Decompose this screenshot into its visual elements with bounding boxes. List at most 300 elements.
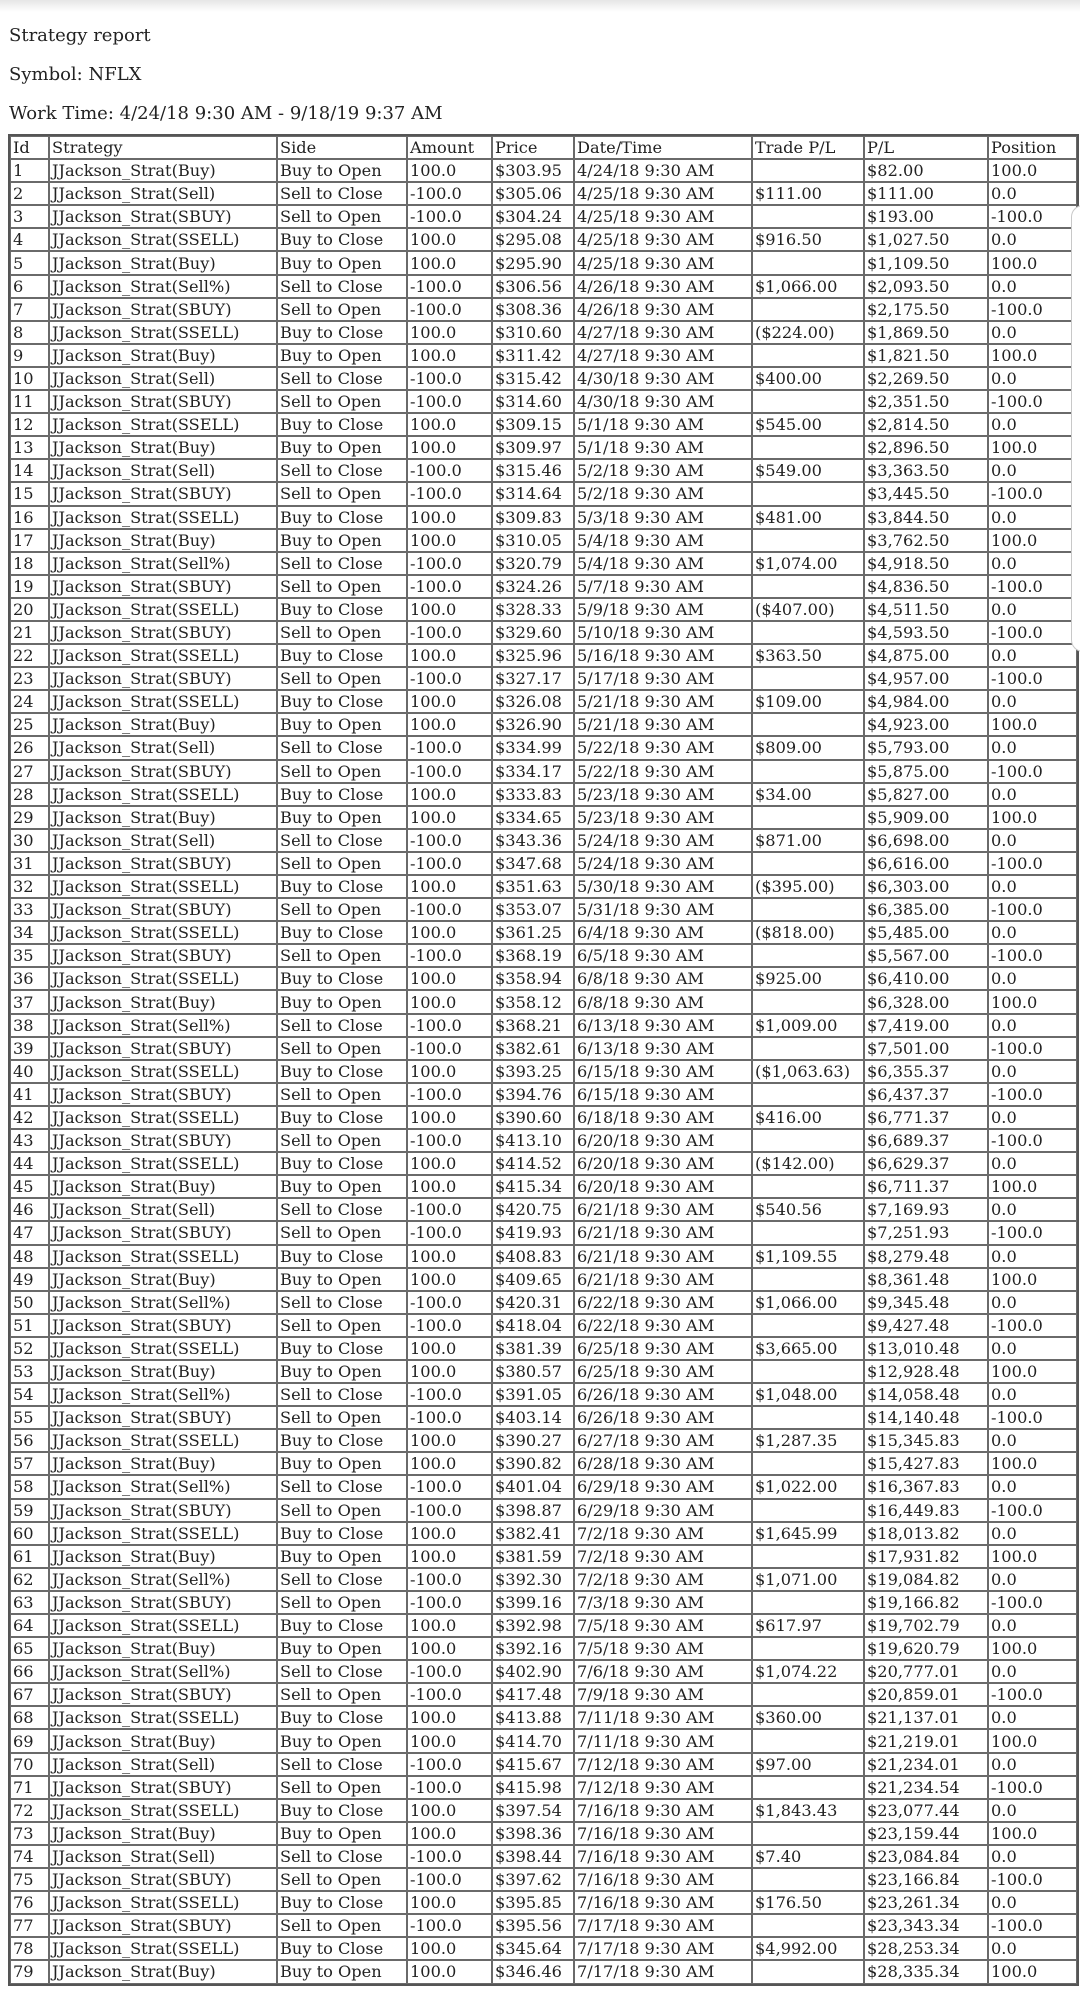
cell-position: 0.0	[988, 690, 1077, 713]
table-row	[10, 1868, 1077, 1891]
cell-datetime: 6/22/18 9:30 AM	[574, 1314, 752, 1337]
cell-datetime: 6/15/18 9:30 AM	[574, 1083, 752, 1106]
cell-price: $390.82	[492, 1452, 574, 1475]
cell-trade-pl	[752, 1037, 864, 1060]
cell-pl: $16,367.83	[864, 1475, 988, 1498]
cell-amount: 100.0	[407, 1360, 492, 1383]
cell-id: 60	[10, 1522, 49, 1545]
col-header-trade-pl: Trade P/L	[752, 136, 864, 159]
cell-id: 20	[10, 598, 49, 621]
cell-amount: -100.0	[407, 1406, 492, 1429]
cell-pl: $23,343.34	[864, 1914, 988, 1937]
cell-datetime: 6/4/18 9:30 AM	[574, 921, 752, 944]
cell-strategy: JJackson_Strat(SSELL)	[49, 875, 277, 898]
cell-amount: 100.0	[407, 1545, 492, 1568]
cell-side: Sell to Open	[277, 1037, 407, 1060]
cell-trade-pl: $1,645.99	[752, 1522, 864, 1545]
cell-pl: $12,928.48	[864, 1360, 988, 1383]
cell-strategy: JJackson_Strat(SBUY)	[49, 482, 277, 505]
cell-amount: -100.0	[407, 1314, 492, 1337]
cell-amount: 100.0	[407, 251, 492, 274]
cell-trade-pl: ($818.00)	[752, 921, 864, 944]
cell-price: $295.08	[492, 228, 574, 251]
cell-strategy: JJackson_Strat(SSELL)	[49, 1060, 277, 1083]
cell-pl: $3,762.50	[864, 529, 988, 552]
cell-pl: $4,511.50	[864, 598, 988, 621]
cell-datetime: 5/24/18 9:30 AM	[574, 852, 752, 875]
cell-id: 39	[10, 1037, 49, 1060]
cell-pl: $6,385.00	[864, 898, 988, 921]
table-row	[10, 944, 1077, 967]
cell-pl: $6,629.37	[864, 1152, 988, 1175]
cell-amount: -100.0	[407, 1383, 492, 1406]
cell-datetime: 5/24/18 9:30 AM	[574, 829, 752, 852]
cell-side: Sell to Close	[277, 1568, 407, 1591]
cell-strategy: JJackson_Strat(SSELL)	[49, 1106, 277, 1129]
cell-amount: 100.0	[407, 1614, 492, 1637]
table-row	[10, 1406, 1077, 1429]
cell-side: Sell to Close	[277, 1198, 407, 1221]
cell-amount: 100.0	[407, 159, 492, 182]
cell-datetime: 6/26/18 9:30 AM	[574, 1383, 752, 1406]
cell-strategy: JJackson_Strat(SSELL)	[49, 1799, 277, 1822]
cell-trade-pl	[752, 713, 864, 736]
cell-trade-pl: ($395.00)	[752, 875, 864, 898]
cell-datetime: 5/9/18 9:30 AM	[574, 598, 752, 621]
table-row	[10, 1268, 1077, 1291]
table-row	[10, 1499, 1077, 1522]
cell-id: 7	[10, 298, 49, 321]
cell-pl: $111.00	[864, 182, 988, 205]
cell-position: -100.0	[988, 1406, 1077, 1429]
cell-side: Sell to Open	[277, 1591, 407, 1614]
cell-price: $395.85	[492, 1891, 574, 1914]
cell-pl: $17,931.82	[864, 1545, 988, 1568]
cell-datetime: 5/21/18 9:30 AM	[574, 690, 752, 713]
col-header-position: Position	[988, 136, 1077, 159]
cell-datetime: 5/2/18 9:30 AM	[574, 482, 752, 505]
cell-strategy: JJackson_Strat(SSELL)	[49, 644, 277, 667]
cell-strategy: JJackson_Strat(SBUY)	[49, 667, 277, 690]
cell-pl: $7,169.93	[864, 1198, 988, 1221]
cell-position: 0.0	[988, 1383, 1077, 1406]
cell-id: 53	[10, 1360, 49, 1383]
cell-strategy: JJackson_Strat(Buy)	[49, 990, 277, 1013]
cell-price: $392.16	[492, 1637, 574, 1660]
cell-strategy: JJackson_Strat(Sell)	[49, 1753, 277, 1776]
cell-amount: -100.0	[407, 1014, 492, 1037]
cell-price: $368.21	[492, 1014, 574, 1037]
cell-trade-pl	[752, 621, 864, 644]
cell-pl: $16,449.83	[864, 1499, 988, 1522]
cell-trade-pl	[752, 575, 864, 598]
cell-id: 18	[10, 552, 49, 575]
cell-side: Sell to Open	[277, 1406, 407, 1429]
cell-position: -100.0	[988, 1129, 1077, 1152]
cell-amount: -100.0	[407, 1221, 492, 1244]
cell-price: $380.57	[492, 1360, 574, 1383]
cell-side: Sell to Open	[277, 205, 407, 228]
cell-strategy: JJackson_Strat(Buy)	[49, 1729, 277, 1752]
cell-amount: -100.0	[407, 182, 492, 205]
table-row	[10, 990, 1077, 1013]
cell-position: 100.0	[988, 1960, 1077, 1983]
cell-side: Buy to Close	[277, 413, 407, 436]
cell-trade-pl: $109.00	[752, 690, 864, 713]
cell-strategy: JJackson_Strat(SSELL)	[49, 413, 277, 436]
cell-price: $326.08	[492, 690, 574, 713]
table-row	[10, 205, 1077, 228]
cell-position: -100.0	[988, 1914, 1077, 1937]
cell-datetime: 6/15/18 9:30 AM	[574, 1060, 752, 1083]
cell-amount: -100.0	[407, 621, 492, 644]
col-header-id: Id	[10, 136, 49, 159]
cell-price: $329.60	[492, 621, 574, 644]
table-row	[10, 1245, 1077, 1268]
cell-pl: $18,013.82	[864, 1522, 988, 1545]
cell-side: Buy to Open	[277, 1729, 407, 1752]
cell-pl: $21,234.01	[864, 1753, 988, 1776]
report-table-container	[8, 134, 1079, 1986]
cell-id: 69	[10, 1729, 49, 1752]
cell-price: $394.76	[492, 1083, 574, 1106]
cell-datetime: 6/20/18 9:30 AM	[574, 1175, 752, 1198]
cell-datetime: 6/29/18 9:30 AM	[574, 1499, 752, 1522]
table-row	[10, 1106, 1077, 1129]
cell-side: Buy to Close	[277, 783, 407, 806]
cell-datetime: 4/25/18 9:30 AM	[574, 182, 752, 205]
cell-position: 0.0	[988, 1799, 1077, 1822]
cell-amount: 100.0	[407, 1729, 492, 1752]
cell-pl: $5,909.00	[864, 806, 988, 829]
cell-strategy: JJackson_Strat(Sell)	[49, 829, 277, 852]
cell-id: 38	[10, 1014, 49, 1037]
cell-trade-pl: $1,287.35	[752, 1429, 864, 1452]
cell-side: Buy to Open	[277, 1637, 407, 1660]
cell-position: -100.0	[988, 852, 1077, 875]
cell-price: $399.16	[492, 1591, 574, 1614]
cell-strategy: JJackson_Strat(Sell)	[49, 459, 277, 482]
cell-amount: 100.0	[407, 783, 492, 806]
cell-datetime: 7/11/18 9:30 AM	[574, 1706, 752, 1729]
cell-position: 100.0	[988, 1545, 1077, 1568]
cell-datetime: 7/5/18 9:30 AM	[574, 1637, 752, 1660]
cell-pl: $20,777.01	[864, 1660, 988, 1683]
cell-pl: $9,427.48	[864, 1314, 988, 1337]
cell-datetime: 7/2/18 9:30 AM	[574, 1568, 752, 1591]
cell-trade-pl	[752, 1729, 864, 1752]
cell-strategy: JJackson_Strat(SSELL)	[49, 598, 277, 621]
cell-amount: -100.0	[407, 1591, 492, 1614]
cell-trade-pl: $1,071.00	[752, 1568, 864, 1591]
cell-position: -100.0	[988, 1591, 1077, 1614]
cell-strategy: JJackson_Strat(Sell%)	[49, 1383, 277, 1406]
cell-id: 70	[10, 1753, 49, 1776]
cell-strategy: JJackson_Strat(Buy)	[49, 1360, 277, 1383]
cell-trade-pl	[752, 1868, 864, 1891]
cell-amount: 100.0	[407, 1706, 492, 1729]
cell-position: 100.0	[988, 1268, 1077, 1291]
cell-amount: 100.0	[407, 875, 492, 898]
table-row	[10, 1037, 1077, 1060]
cell-datetime: 4/27/18 9:30 AM	[574, 344, 752, 367]
cell-pl: $6,355.37	[864, 1060, 988, 1083]
cell-datetime: 5/4/18 9:30 AM	[574, 552, 752, 575]
cell-strategy: JJackson_Strat(SBUY)	[49, 1499, 277, 1522]
cell-pl: $6,303.00	[864, 875, 988, 898]
cell-position: 0.0	[988, 1660, 1077, 1683]
col-header-pl: P/L	[864, 136, 988, 159]
cell-position: 100.0	[988, 1175, 1077, 1198]
cell-id: 22	[10, 644, 49, 667]
cell-pl: $3,844.50	[864, 506, 988, 529]
cell-side: Buy to Close	[277, 690, 407, 713]
cell-side: Buy to Open	[277, 1960, 407, 1983]
cell-datetime: 5/17/18 9:30 AM	[574, 667, 752, 690]
cell-price: $382.41	[492, 1522, 574, 1545]
cell-id: 35	[10, 944, 49, 967]
cell-side: Sell to Close	[277, 1014, 407, 1037]
cell-price: $295.90	[492, 251, 574, 274]
cell-datetime: 5/16/18 9:30 AM	[574, 644, 752, 667]
report-header	[9, 16, 443, 133]
cell-position: 100.0	[988, 344, 1077, 367]
cell-datetime: 4/27/18 9:30 AM	[574, 321, 752, 344]
cell-strategy: JJackson_Strat(Buy)	[49, 806, 277, 829]
scroll-handle[interactable]	[1071, 205, 1080, 652]
cell-side: Buy to Close	[277, 1245, 407, 1268]
cell-price: $413.10	[492, 1129, 574, 1152]
cell-position: 100.0	[988, 713, 1077, 736]
cell-amount: -100.0	[407, 367, 492, 390]
cell-side: Buy to Close	[277, 1799, 407, 1822]
cell-datetime: 6/25/18 9:30 AM	[574, 1337, 752, 1360]
cell-price: $309.15	[492, 413, 574, 436]
table-row	[10, 1152, 1077, 1175]
table-row	[10, 1083, 1077, 1106]
cell-side: Buy to Close	[277, 1522, 407, 1545]
cell-position: 0.0	[988, 1568, 1077, 1591]
cell-strategy: JJackson_Strat(Sell)	[49, 736, 277, 759]
cell-id: 62	[10, 1568, 49, 1591]
cell-trade-pl: ($1,063.63)	[752, 1060, 864, 1083]
cell-strategy: JJackson_Strat(SBUY)	[49, 1776, 277, 1799]
cell-strategy: JJackson_Strat(SBUY)	[49, 1683, 277, 1706]
cell-side: Buy to Open	[277, 1452, 407, 1475]
cell-side: Buy to Open	[277, 344, 407, 367]
cell-datetime: 6/13/18 9:30 AM	[574, 1037, 752, 1060]
col-header-side: Side	[277, 136, 407, 159]
cell-position: 0.0	[988, 1014, 1077, 1037]
cell-pl: $5,875.00	[864, 760, 988, 783]
table-row	[10, 1429, 1077, 1452]
cell-trade-pl: $363.50	[752, 644, 864, 667]
cell-position: -100.0	[988, 760, 1077, 783]
table-row	[10, 482, 1077, 505]
table-row	[10, 644, 1077, 667]
table-row	[10, 506, 1077, 529]
strategy-report-table	[8, 134, 1079, 1986]
cell-pl: $14,140.48	[864, 1406, 988, 1429]
cell-amount: -100.0	[407, 667, 492, 690]
table-row	[10, 1753, 1077, 1776]
cell-datetime: 7/12/18 9:30 AM	[574, 1776, 752, 1799]
cell-price: $414.52	[492, 1152, 574, 1175]
cell-strategy: JJackson_Strat(SBUY)	[49, 1314, 277, 1337]
cell-strategy: JJackson_Strat(SSELL)	[49, 1152, 277, 1175]
cell-trade-pl: $545.00	[752, 413, 864, 436]
table-row	[10, 1845, 1077, 1868]
cell-trade-pl	[752, 852, 864, 875]
cell-strategy: JJackson_Strat(Buy)	[49, 251, 277, 274]
cell-side: Sell to Open	[277, 760, 407, 783]
cell-id: 13	[10, 436, 49, 459]
cell-id: 14	[10, 459, 49, 482]
cell-position: 0.0	[988, 552, 1077, 575]
cell-trade-pl	[752, 159, 864, 182]
cell-strategy: JJackson_Strat(Buy)	[49, 1545, 277, 1568]
cell-strategy: JJackson_Strat(SSELL)	[49, 228, 277, 251]
cell-amount: -100.0	[407, 552, 492, 575]
cell-position: 0.0	[988, 598, 1077, 621]
cell-datetime: 5/3/18 9:30 AM	[574, 506, 752, 529]
cell-datetime: 5/1/18 9:30 AM	[574, 413, 752, 436]
cell-datetime: 5/30/18 9:30 AM	[574, 875, 752, 898]
cell-position: 0.0	[988, 1429, 1077, 1452]
cell-strategy: JJackson_Strat(SBUY)	[49, 760, 277, 783]
cell-position: 100.0	[988, 1452, 1077, 1475]
cell-datetime: 7/16/18 9:30 AM	[574, 1868, 752, 1891]
cell-side: Sell to Open	[277, 1314, 407, 1337]
cell-strategy: JJackson_Strat(Sell%)	[49, 275, 277, 298]
cell-position: 100.0	[988, 251, 1077, 274]
cell-side: Buy to Close	[277, 1337, 407, 1360]
cell-pl: $21,137.01	[864, 1706, 988, 1729]
cell-amount: 100.0	[407, 598, 492, 621]
cell-trade-pl: $7.40	[752, 1845, 864, 1868]
cell-amount: 100.0	[407, 228, 492, 251]
cell-trade-pl: $34.00	[752, 783, 864, 806]
cell-side: Buy to Close	[277, 875, 407, 898]
cell-id: 31	[10, 852, 49, 875]
table-row	[10, 760, 1077, 783]
cell-id: 25	[10, 713, 49, 736]
cell-price: $315.42	[492, 367, 574, 390]
table-row	[10, 298, 1077, 321]
table-row	[10, 1960, 1077, 1983]
cell-id: 33	[10, 898, 49, 921]
cell-price: $397.54	[492, 1799, 574, 1822]
cell-id: 73	[10, 1822, 49, 1845]
table-row	[10, 1060, 1077, 1083]
cell-amount: -100.0	[407, 1475, 492, 1498]
cell-id: 55	[10, 1406, 49, 1429]
report-title: Strategy report	[9, 25, 151, 46]
cell-id: 16	[10, 506, 49, 529]
cell-amount: 100.0	[407, 1106, 492, 1129]
cell-position: 100.0	[988, 529, 1077, 552]
cell-position: -100.0	[988, 1776, 1077, 1799]
table-row	[10, 1291, 1077, 1314]
cell-id: 37	[10, 990, 49, 1013]
cell-position: 0.0	[988, 1522, 1077, 1545]
cell-side: Sell to Close	[277, 1845, 407, 1868]
cell-strategy: JJackson_Strat(SSELL)	[49, 1245, 277, 1268]
cell-side: Buy to Close	[277, 1937, 407, 1960]
cell-id: 44	[10, 1152, 49, 1175]
cell-pl: $7,251.93	[864, 1221, 988, 1244]
table-row	[10, 1129, 1077, 1152]
cell-trade-pl: $540.56	[752, 1198, 864, 1221]
cell-strategy: JJackson_Strat(SSELL)	[49, 1614, 277, 1637]
cell-trade-pl: $400.00	[752, 367, 864, 390]
cell-id: 45	[10, 1175, 49, 1198]
cell-datetime: 6/8/18 9:30 AM	[574, 967, 752, 990]
table-row	[10, 598, 1077, 621]
cell-side: Buy to Open	[277, 436, 407, 459]
cell-price: $334.65	[492, 806, 574, 829]
table-row	[10, 275, 1077, 298]
cell-side: Buy to Open	[277, 529, 407, 552]
cell-datetime: 6/22/18 9:30 AM	[574, 1291, 752, 1314]
cell-side: Buy to Close	[277, 1891, 407, 1914]
cell-datetime: 7/16/18 9:30 AM	[574, 1799, 752, 1822]
cell-id: 42	[10, 1106, 49, 1129]
cell-price: $402.90	[492, 1660, 574, 1683]
cell-position: 100.0	[988, 159, 1077, 182]
cell-side: Sell to Close	[277, 367, 407, 390]
cell-datetime: 7/16/18 9:30 AM	[574, 1822, 752, 1845]
cell-pl: $5,485.00	[864, 921, 988, 944]
cell-price: $392.98	[492, 1614, 574, 1637]
cell-position: 0.0	[988, 783, 1077, 806]
cell-strategy: JJackson_Strat(Buy)	[49, 436, 277, 459]
cell-trade-pl: ($224.00)	[752, 321, 864, 344]
cell-id: 79	[10, 1960, 49, 1983]
cell-position: 0.0	[988, 1891, 1077, 1914]
cell-id: 21	[10, 621, 49, 644]
cell-id: 17	[10, 529, 49, 552]
cell-strategy: JJackson_Strat(SBUY)	[49, 1868, 277, 1891]
cell-id: 68	[10, 1706, 49, 1729]
cell-trade-pl: $925.00	[752, 967, 864, 990]
cell-position: -100.0	[988, 667, 1077, 690]
table-row	[10, 1568, 1077, 1591]
cell-id: 50	[10, 1291, 49, 1314]
cell-price: $415.98	[492, 1776, 574, 1799]
cell-amount: 100.0	[407, 1337, 492, 1360]
cell-strategy: JJackson_Strat(SSELL)	[49, 321, 277, 344]
cell-position: 0.0	[988, 1291, 1077, 1314]
cell-trade-pl	[752, 760, 864, 783]
cell-price: $408.83	[492, 1245, 574, 1268]
table-row	[10, 1776, 1077, 1799]
cell-amount: 100.0	[407, 436, 492, 459]
cell-amount: 100.0	[407, 344, 492, 367]
cell-price: $381.39	[492, 1337, 574, 1360]
cell-id: 76	[10, 1891, 49, 1914]
table-row	[10, 898, 1077, 921]
cell-strategy: JJackson_Strat(SBUY)	[49, 1129, 277, 1152]
cell-id: 9	[10, 344, 49, 367]
cell-price: $358.94	[492, 967, 574, 990]
cell-strategy: JJackson_Strat(SBUY)	[49, 852, 277, 875]
cell-strategy: JJackson_Strat(Buy)	[49, 1175, 277, 1198]
cell-position: -100.0	[988, 621, 1077, 644]
col-header-price: Price	[492, 136, 574, 159]
cell-price: $309.97	[492, 436, 574, 459]
cell-side: Sell to Open	[277, 298, 407, 321]
